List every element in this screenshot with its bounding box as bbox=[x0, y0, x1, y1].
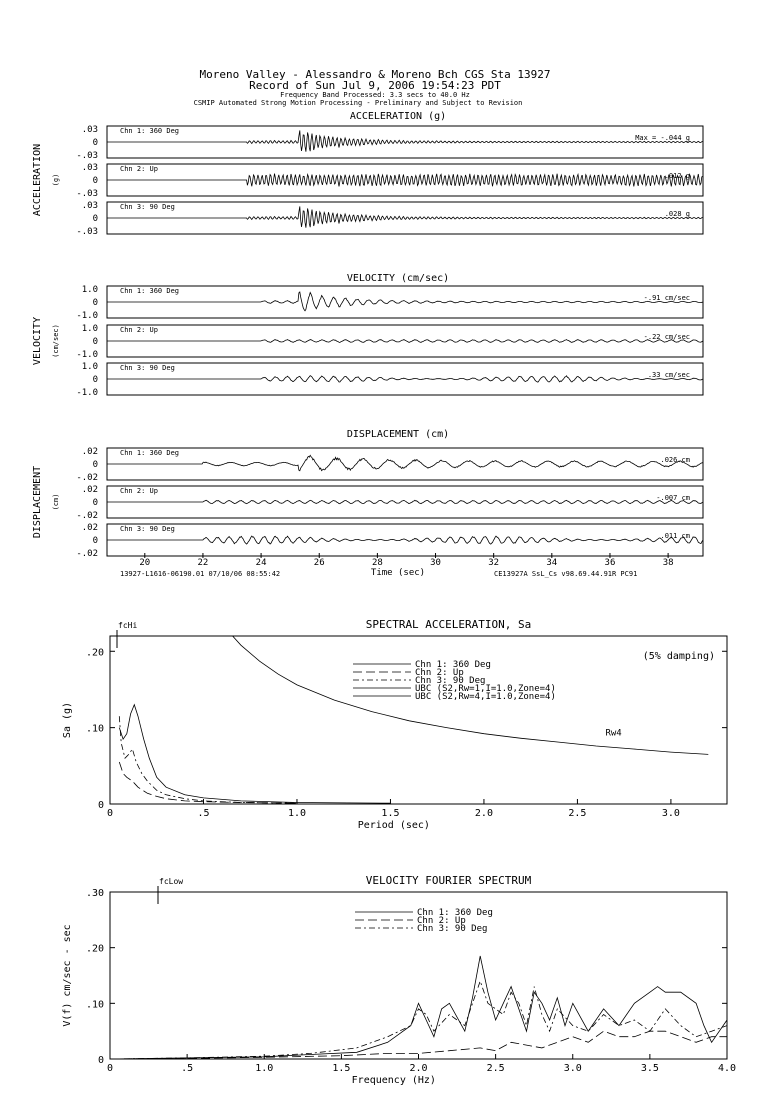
spectral-acceleration-chart bbox=[62, 598, 727, 831]
legend-label: Chn 3: 90 Deg bbox=[415, 676, 486, 686]
legend-label: Chn 1: 360 Deg bbox=[415, 660, 491, 670]
channel-trace bbox=[107, 292, 703, 311]
tick-bottom: -1.0 bbox=[76, 350, 98, 360]
panel-yunit: (g) bbox=[52, 173, 60, 187]
panel-ylabel: ACCELERATION bbox=[32, 143, 43, 217]
x-axis-label: Period (sec) bbox=[357, 820, 430, 831]
x-tick-label: .5 bbox=[181, 1063, 194, 1074]
tick-top: 1.0 bbox=[81, 362, 98, 372]
channel-2 bbox=[76, 523, 703, 559]
panel-yunit: (cm) bbox=[52, 493, 60, 511]
channel-1 bbox=[76, 163, 703, 199]
y-axis-label: V(f) cm/sec - sec bbox=[62, 924, 73, 1027]
y-tick-label: 0 bbox=[97, 800, 104, 811]
header-band: Frequency Band Processed: 3.3 secs to 40.0 Hz bbox=[280, 91, 470, 99]
timeseries-panels bbox=[32, 111, 703, 559]
time-tick-label: 22 bbox=[197, 558, 209, 568]
header-title: Moreno Valley - Alessandro & Moreno Bch CGS Sta 13927 bbox=[199, 68, 551, 81]
channel-2 bbox=[76, 201, 703, 237]
x-tick-label: 2.5 bbox=[568, 808, 587, 819]
tick-zero: 0 bbox=[92, 536, 98, 546]
series-line bbox=[119, 705, 390, 804]
tick-bottom: -.02 bbox=[76, 549, 98, 559]
corner-frequency-label: fcHi bbox=[118, 621, 138, 630]
fourier-spectrum-chart bbox=[62, 874, 736, 1086]
channel-peak: .028 g bbox=[664, 210, 690, 218]
channel-0 bbox=[76, 125, 703, 161]
channel-label: Chn 1: 360 Deg bbox=[120, 449, 180, 457]
panel-yunit: (cm/sec) bbox=[52, 324, 60, 358]
channel-peak: .012 g bbox=[664, 172, 690, 180]
time-tick-label: 32 bbox=[488, 558, 500, 568]
header-note: CSMIP Automated Strong Motion Processing - Preliminary and Subject to Revision bbox=[193, 99, 523, 107]
y-tick-label: .10 bbox=[85, 723, 104, 735]
channel-trace bbox=[107, 130, 703, 151]
time-tick-label: 24 bbox=[255, 558, 267, 568]
series-line bbox=[119, 762, 297, 803]
tick-bottom: -.03 bbox=[76, 189, 98, 199]
series-line bbox=[119, 716, 297, 803]
panel-ylabel: DISPLACEMENT bbox=[32, 465, 43, 539]
channel-trace bbox=[107, 340, 703, 343]
time-tick-label: 20 bbox=[139, 558, 151, 568]
channel-label: Chn 2: Up bbox=[120, 487, 158, 495]
channel-1 bbox=[76, 324, 703, 360]
channel-peak: .33 cm/sec bbox=[647, 371, 690, 379]
x-axis-label: Frequency (Hz) bbox=[351, 1075, 436, 1086]
channel-label: Chn 3: 90 Deg bbox=[120, 203, 175, 211]
y-tick-label: .10 bbox=[85, 999, 104, 1011]
channel-peak: .026 cm bbox=[660, 456, 690, 464]
panel-title: ACCELERATION (g) bbox=[349, 111, 447, 122]
panel-2 bbox=[32, 429, 703, 559]
chart-note: (5% damping) bbox=[642, 651, 715, 662]
tick-bottom: -.03 bbox=[76, 151, 98, 161]
channel-trace bbox=[107, 376, 703, 382]
tick-bottom: -1.0 bbox=[76, 388, 98, 398]
channel-peak: -.22 cm/sec bbox=[643, 333, 690, 341]
time-tick-label: 28 bbox=[371, 558, 383, 568]
tick-zero: 0 bbox=[92, 498, 98, 508]
channel-peak: -.007 cm bbox=[656, 494, 690, 502]
tick-top: .02 bbox=[81, 523, 98, 533]
channel-peak: .011 cm bbox=[660, 532, 690, 540]
channel-label: Chn 1: 360 Deg bbox=[120, 127, 180, 135]
channel-trace bbox=[107, 206, 703, 227]
channel-peak: -.91 cm/sec bbox=[643, 294, 690, 302]
channel-1 bbox=[76, 485, 703, 521]
time-tick-label: 38 bbox=[662, 558, 674, 568]
tick-top: .02 bbox=[81, 485, 98, 495]
legend-label: Chn 2: Up bbox=[417, 916, 466, 926]
x-tick-label: 0 bbox=[106, 1063, 114, 1074]
channel-trace bbox=[107, 500, 703, 503]
panel-0 bbox=[32, 111, 703, 237]
channel-trace bbox=[107, 536, 703, 544]
x-tick-label: 3.0 bbox=[563, 1063, 582, 1074]
tick-top: 1.0 bbox=[81, 324, 98, 334]
channel-peak: Max = -.044 g bbox=[635, 134, 690, 142]
footer-right: CE13927A SsL_Cs v98.69.44.91R PC91 bbox=[494, 570, 638, 578]
tick-zero: 0 bbox=[92, 298, 98, 308]
y-tick-label: .20 bbox=[85, 943, 104, 955]
x-tick-label: 1.5 bbox=[381, 808, 400, 819]
channel-label: Chn 2: Up bbox=[120, 165, 158, 173]
legend-label: Chn 3: 90 Deg bbox=[417, 924, 488, 934]
panel-ylabel: VELOCITY bbox=[32, 316, 43, 366]
tick-zero: 0 bbox=[92, 138, 98, 148]
channel-0 bbox=[76, 447, 703, 483]
channel-2 bbox=[76, 362, 703, 398]
time-tick-label: 36 bbox=[604, 558, 616, 568]
x-tick-label: 3.0 bbox=[661, 808, 680, 819]
x-tick-label: 1.0 bbox=[255, 1063, 274, 1074]
channel-0 bbox=[76, 285, 703, 321]
tick-zero: 0 bbox=[92, 214, 98, 224]
x-tick-label: 1.5 bbox=[332, 1063, 351, 1074]
panel-title: DISPLACEMENT (cm) bbox=[346, 429, 450, 440]
tick-top: 1.0 bbox=[81, 285, 98, 295]
x-tick-label: 2.0 bbox=[474, 808, 493, 819]
time-tick-label: 34 bbox=[546, 558, 558, 568]
curve-annotation: Rw4 bbox=[605, 728, 622, 739]
legend-label: UBC (S2,Rw=1,I=1.0,Zone=4) bbox=[415, 684, 556, 694]
panel-1 bbox=[32, 273, 703, 398]
corner-frequency-label: fcLow bbox=[159, 877, 184, 886]
chart-title: VELOCITY FOURIER SPECTRUM bbox=[365, 874, 532, 887]
time-xlabel: Time (sec) bbox=[370, 568, 426, 578]
channel-trace bbox=[107, 455, 703, 471]
tick-bottom: -.03 bbox=[76, 227, 98, 237]
channel-label: Chn 3: 90 Deg bbox=[120, 364, 175, 372]
time-tick-label: 26 bbox=[313, 558, 325, 568]
tick-top: .03 bbox=[81, 125, 98, 135]
legend-label: Chn 1: 360 Deg bbox=[417, 908, 493, 918]
channel-label: Chn 2: Up bbox=[120, 326, 158, 334]
tick-zero: 0 bbox=[92, 176, 98, 186]
x-tick-label: 3.5 bbox=[640, 1063, 659, 1074]
channel-label: Chn 1: 360 Deg bbox=[120, 287, 180, 295]
x-tick-label: 4.0 bbox=[717, 1063, 737, 1074]
x-tick-label: 0 bbox=[106, 808, 114, 819]
y-axis-label: Sa (g) bbox=[62, 701, 73, 739]
tick-bottom: -.02 bbox=[76, 511, 98, 521]
channel-trace bbox=[107, 174, 703, 187]
panel-title: VELOCITY (cm/sec) bbox=[346, 273, 450, 284]
series-line bbox=[110, 981, 727, 1059]
y-tick-label: .20 bbox=[85, 647, 104, 659]
tick-zero: 0 bbox=[92, 460, 98, 470]
tick-bottom: -1.0 bbox=[76, 311, 98, 321]
tick-bottom: -.02 bbox=[76, 473, 98, 483]
legend-label: Chn 2: Up bbox=[415, 668, 464, 678]
tick-top: .02 bbox=[81, 447, 98, 457]
tick-top: .03 bbox=[81, 163, 98, 173]
series-line bbox=[110, 956, 727, 1059]
x-tick-label: 2.5 bbox=[486, 1063, 505, 1074]
x-tick-label: 2.0 bbox=[409, 1063, 428, 1074]
tick-zero: 0 bbox=[92, 337, 98, 347]
channel-label: Chn 3: 90 Deg bbox=[120, 525, 175, 533]
y-tick-label: .30 bbox=[85, 888, 104, 899]
chart-title: SPECTRAL ACCELERATION, Sa bbox=[365, 618, 532, 631]
legend-label: UBC (S2,Rw=4,I=1.0,Zone=4) bbox=[415, 692, 556, 702]
footer-left: 13927-L1616-06190.01 07/10/06 08:55:42 bbox=[120, 570, 281, 578]
tick-zero: 0 bbox=[92, 375, 98, 385]
time-axis bbox=[139, 553, 673, 568]
y-tick-label: 0 bbox=[97, 1055, 104, 1066]
x-tick-label: 1.0 bbox=[287, 808, 307, 819]
tick-top: .03 bbox=[81, 201, 98, 211]
time-tick-label: 30 bbox=[430, 558, 441, 568]
header-record: Record of Sun Jul 9, 2006 19:54:23 PDT bbox=[249, 79, 501, 92]
x-tick-label: .5 bbox=[197, 808, 210, 819]
